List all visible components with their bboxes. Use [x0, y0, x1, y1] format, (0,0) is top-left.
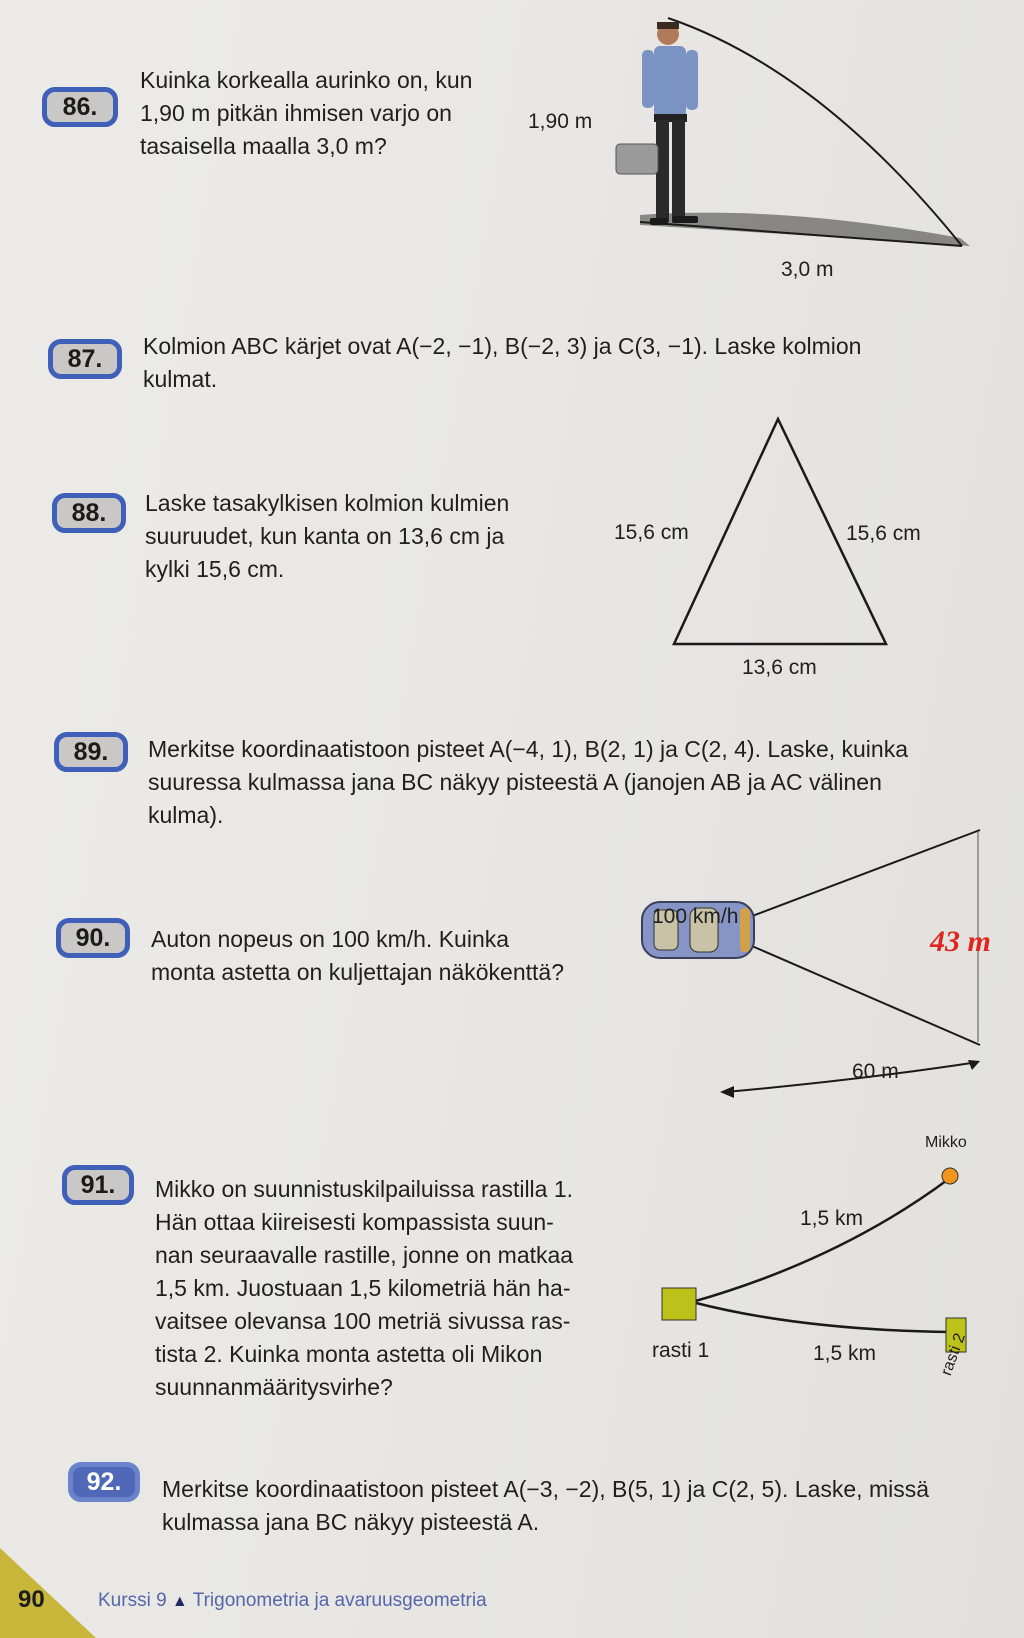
mikko-marker: [942, 1168, 958, 1184]
text-line: Merkitse koordinaatistoon pisteet A(−3, −2), B(5, 1) ja C(2, 5). Laske, missä: [162, 1476, 930, 1502]
arrow-head-right: [968, 1060, 980, 1070]
text-line: Kuinka korkealla aurinko on, kun: [140, 67, 473, 93]
path-to-rasti-2: [692, 1302, 950, 1332]
exercise-88-number: 88.: [52, 493, 126, 533]
exercise-90-figure: [630, 830, 990, 1100]
rasti-1-marker: [662, 1288, 696, 1320]
exercise-90-number: 90.: [56, 918, 130, 958]
text-line: vaitsee olevansa 100 metriä sivussa ras-: [155, 1308, 571, 1334]
figure-label-shadow: 3,0 m: [781, 258, 834, 281]
text-line: Mikko on suunnistuskilpailuissa rastilla 1.: [155, 1176, 574, 1202]
exercise-86-text: [140, 64, 472, 163]
exercise-89-text: [148, 733, 1008, 832]
figure-label-left-side: 15,6 cm: [614, 521, 689, 544]
text-line: Kolmion ABC kärjet ovat A(−2, −1), B(−2, 3) ja C(3, −1). Laske kolmion: [143, 333, 862, 359]
figure-label-right-side: 15,6 cm: [846, 522, 921, 545]
text-line: 1,5 km. Juostuaan 1,5 kilometriä hän ha-: [155, 1275, 571, 1301]
exercise-88-text: [145, 487, 509, 586]
figure-label-distance: 60 m: [852, 1060, 899, 1083]
figure-label-mikko: Mikko: [925, 1134, 967, 1151]
text-line: nan seuraavalle rastille, jonne on matkaa: [155, 1242, 574, 1268]
text-line: kulma).: [148, 802, 224, 828]
footer-course: [98, 1590, 487, 1612]
exercise-91-figure: [660, 1160, 970, 1350]
text-line: suuruudet, kun kanta on 13,6 cm ja: [145, 523, 505, 549]
exercise-89-number: 89.: [54, 732, 128, 772]
footer-triangle: [0, 1548, 96, 1638]
text-line: Hän ottaa kiireisesti kompassista suun-: [155, 1209, 554, 1235]
handwritten-note: 43 m: [930, 925, 991, 958]
text-line: Auton nopeus on 100 km/h. Kuinka: [151, 926, 510, 952]
triangle-separator-icon: ▲: [171, 1593, 188, 1610]
figure-label-speed: 100 km/h: [652, 905, 739, 928]
figure-label-upper-distance: 1,5 km: [800, 1207, 864, 1230]
exercise-86-number: 86.: [42, 87, 118, 127]
text-line: suunnanmääritysvirhe?: [155, 1374, 393, 1400]
exercise-87-number: 87.: [48, 339, 122, 379]
text-line: monta astetta on kuljettajan näkökenttä?: [151, 959, 565, 985]
person-figure: [616, 22, 698, 225]
exercise-86-figure: [600, 10, 970, 250]
text-line: Merkitse koordinaatistoon pisteet A(−4, 1), B(2, 1) ja C(2, 4). Laske, kuinka: [148, 736, 908, 762]
text-line: kylki 15,6 cm.: [145, 556, 285, 582]
text-line: Laske tasakylkisen kolmion kulmien: [145, 490, 510, 516]
text-line: tasaisella maalla 3,0 m?: [140, 133, 387, 159]
exercise-92-number: 92.: [68, 1462, 140, 1502]
exercise-92-text: [162, 1473, 992, 1539]
exercise-91-text: [155, 1173, 573, 1404]
exercise-87-text: [143, 330, 943, 396]
sun-ray-line: [668, 18, 962, 246]
page-number: 90: [18, 1586, 45, 1613]
text-line: tista 2. Kuinka monta astetta oli Mikon: [155, 1341, 543, 1367]
path-to-mikko: [692, 1178, 950, 1302]
text-line: 1,90 m pitkän ihmisen varjo on: [140, 100, 452, 126]
exercise-90-text: [151, 923, 564, 989]
exercise-91-number: 91.: [62, 1165, 134, 1205]
arrow-head-left: [720, 1086, 734, 1098]
course-name: Kurssi 9: [98, 1590, 167, 1611]
view-boundary-upper: [715, 830, 980, 930]
figure-label-end: rasti 2: [938, 1331, 969, 1378]
text-line: kulmassa jana BC näkyy pisteestä A.: [162, 1509, 540, 1535]
course-topic: Trigonometria ja avaruusgeometria: [192, 1590, 487, 1611]
figure-label-height: 1,90 m: [528, 110, 593, 133]
text-line: kulmat.: [143, 366, 218, 392]
figure-label-start: rasti 1: [652, 1339, 710, 1362]
figure-label-lower-distance: 1,5 km: [813, 1342, 877, 1365]
figure-label-base: 13,6 cm: [742, 656, 817, 679]
text-line: suuressa kulmassa jana BC näkyy pisteestä A (janojen AB ja AC välinen: [148, 769, 882, 795]
